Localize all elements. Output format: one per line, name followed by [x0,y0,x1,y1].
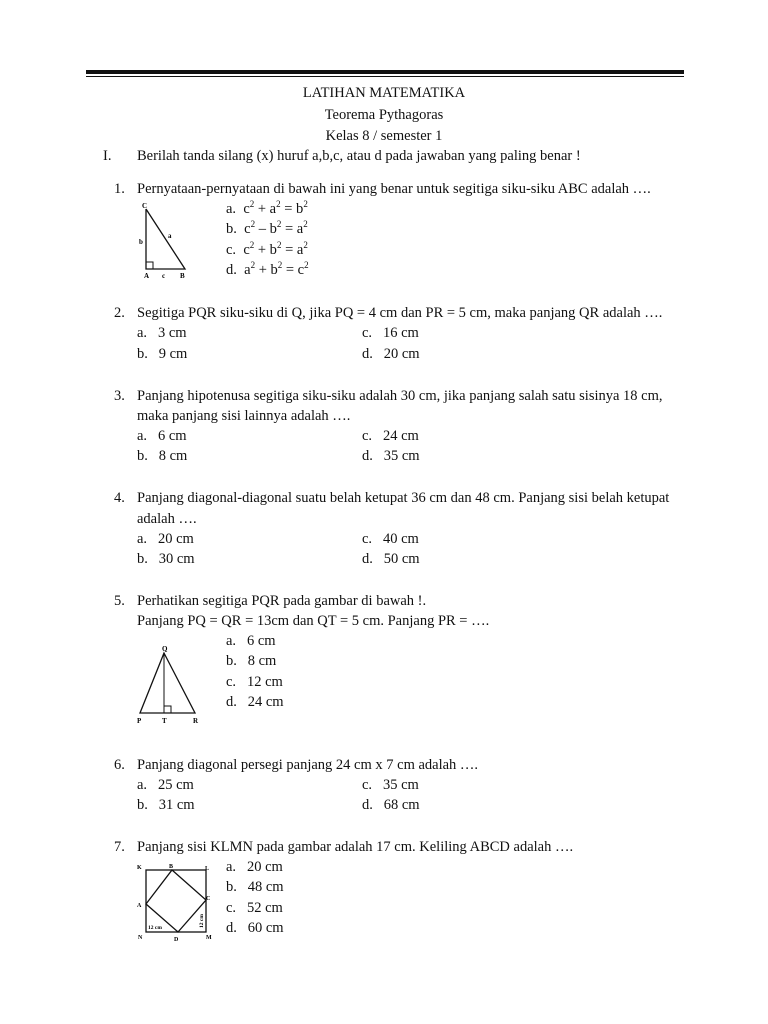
q6-option: c. 35 cm [362,777,419,793]
q1-number: 1. [114,181,125,197]
q6-option: d. 68 cm [362,797,420,813]
q1-fig-label: B [180,272,185,280]
q7-fig-label: 12 cm [148,925,162,931]
q7-fig-label: D [174,937,179,943]
section-instruction: Berilah tanda silang (x) huruf a,b,c, atau d pada jawaban yang paling benar ! [137,148,581,164]
q1-option: a. $c^2 + a^2 = b^2$ [226,199,308,217]
q2-option: d. 20 cm [362,346,420,362]
section-number: I. [103,148,112,164]
q7-fig-label: A [137,903,142,909]
q7-fig-label: M [206,935,212,941]
q7-fig-label: 12 cm [199,914,205,928]
q5-text-line1: Perhatikan segitiga PQR pada gambar di bawah !. [137,593,427,609]
q4-text-line1: Panjang diagonal-diagonal suatu belah ketupat 36 cm dan 48 cm. Panjang sisi belah ketupat [137,490,670,506]
class-info: Kelas 8 / semester 1 [325,128,443,144]
q6-text: Panjang diagonal persegi panjang 24 cm x 7 cm adalah …. [137,757,479,773]
q3-number: 3. [114,388,125,404]
q1-option: b. $c^2 - b^2 = a^2$ [226,219,308,237]
header-rule-thick [86,70,684,74]
header-rule-thin [86,76,684,77]
q3-text-line1: Panjang hipotenusa segitiga siku-siku adalah 30 cm, jika panjang salah satu sisinya 18 cm, [137,388,663,404]
q2-option: b. 9 cm [137,346,188,362]
q5-option: b. 8 cm [226,653,277,669]
q3-option: d. 35 cm [362,448,420,464]
q1-option: c. $c^2 + b^2 = a^2$ [226,240,308,258]
q5-number: 5. [114,593,125,609]
q7-text: Panjang sisi KLMN pada gambar adalah 17 cm. Keliling ABCD adalah …. [137,839,574,855]
q7-fig-label: K [137,865,142,871]
q4-number: 4. [114,490,125,506]
q5-fig-label: T [162,717,167,725]
q1-text: Pernyataan-pernyataan di bawah ini yang benar untuk segitiga siku-siku ABC adalah …. [137,181,651,197]
q5-triangle-figure [132,643,212,729]
q7-option: a. 20 cm [226,859,283,875]
q1-fig-label: A [144,272,150,280]
q5-option: c. 12 cm [226,674,283,690]
q1-fig-label: b [139,238,143,246]
q4-option: d. 50 cm [362,551,420,567]
q4-option: a. 20 cm [137,531,194,547]
q5-option: d. 24 cm [226,694,284,710]
q7-number: 7. [114,839,125,855]
q1-triangle-figure [132,200,202,282]
q2-option: a. 3 cm [137,325,187,341]
q7-fig-label: N [138,935,143,941]
q1-fig-label: C [142,202,148,210]
q1-fig-label: c [162,272,166,280]
q3-option: c. 24 cm [362,428,419,444]
q7-option: b. 48 cm [226,879,284,895]
q2-option: c. 16 cm [362,325,419,341]
q5-option: a. 6 cm [226,633,276,649]
q6-number: 6. [114,757,125,773]
q1-fig-label: a [168,232,172,240]
q3-option: b. 8 cm [137,448,188,464]
q5-text-line2: Panjang PQ = QR = 13cm dan QT = 5 cm. Panjang PR = …. [137,613,490,629]
q5-fig-label: Q [162,645,168,653]
q5-fig-label: P [137,717,142,725]
q3-option: a. 6 cm [137,428,187,444]
q6-option: b. 31 cm [137,797,195,813]
page-title: LATIHAN MATEMATIKA [302,85,466,101]
q4-option: c. 40 cm [362,531,419,547]
q7-square-figure [132,858,218,944]
q7-fig-label: B [169,864,174,870]
q2-text: Segitiga PQR siku-siku di Q, jika PQ = 4 cm dan PR = 5 cm, maka panjang QR adalah …. [137,305,663,321]
q5-fig-label: R [193,717,199,725]
q7-option: d. 60 cm [226,920,284,936]
page-subtitle: Teorema Pythagoras [324,107,444,123]
q7-fig-label: L [205,866,210,872]
q4-option: b. 30 cm [137,551,195,567]
q4-text-line2: adalah …. [137,511,197,527]
q7-option: c. 52 cm [226,900,283,916]
q3-text-line2: maka panjang sisi lainnya adalah …. [137,408,351,424]
q1-option: d. $a^2 + b^2 = c^2$ [226,260,309,278]
q2-number: 2. [114,305,125,321]
q6-option: a. 25 cm [137,777,194,793]
q7-fig-label: C [206,896,211,902]
